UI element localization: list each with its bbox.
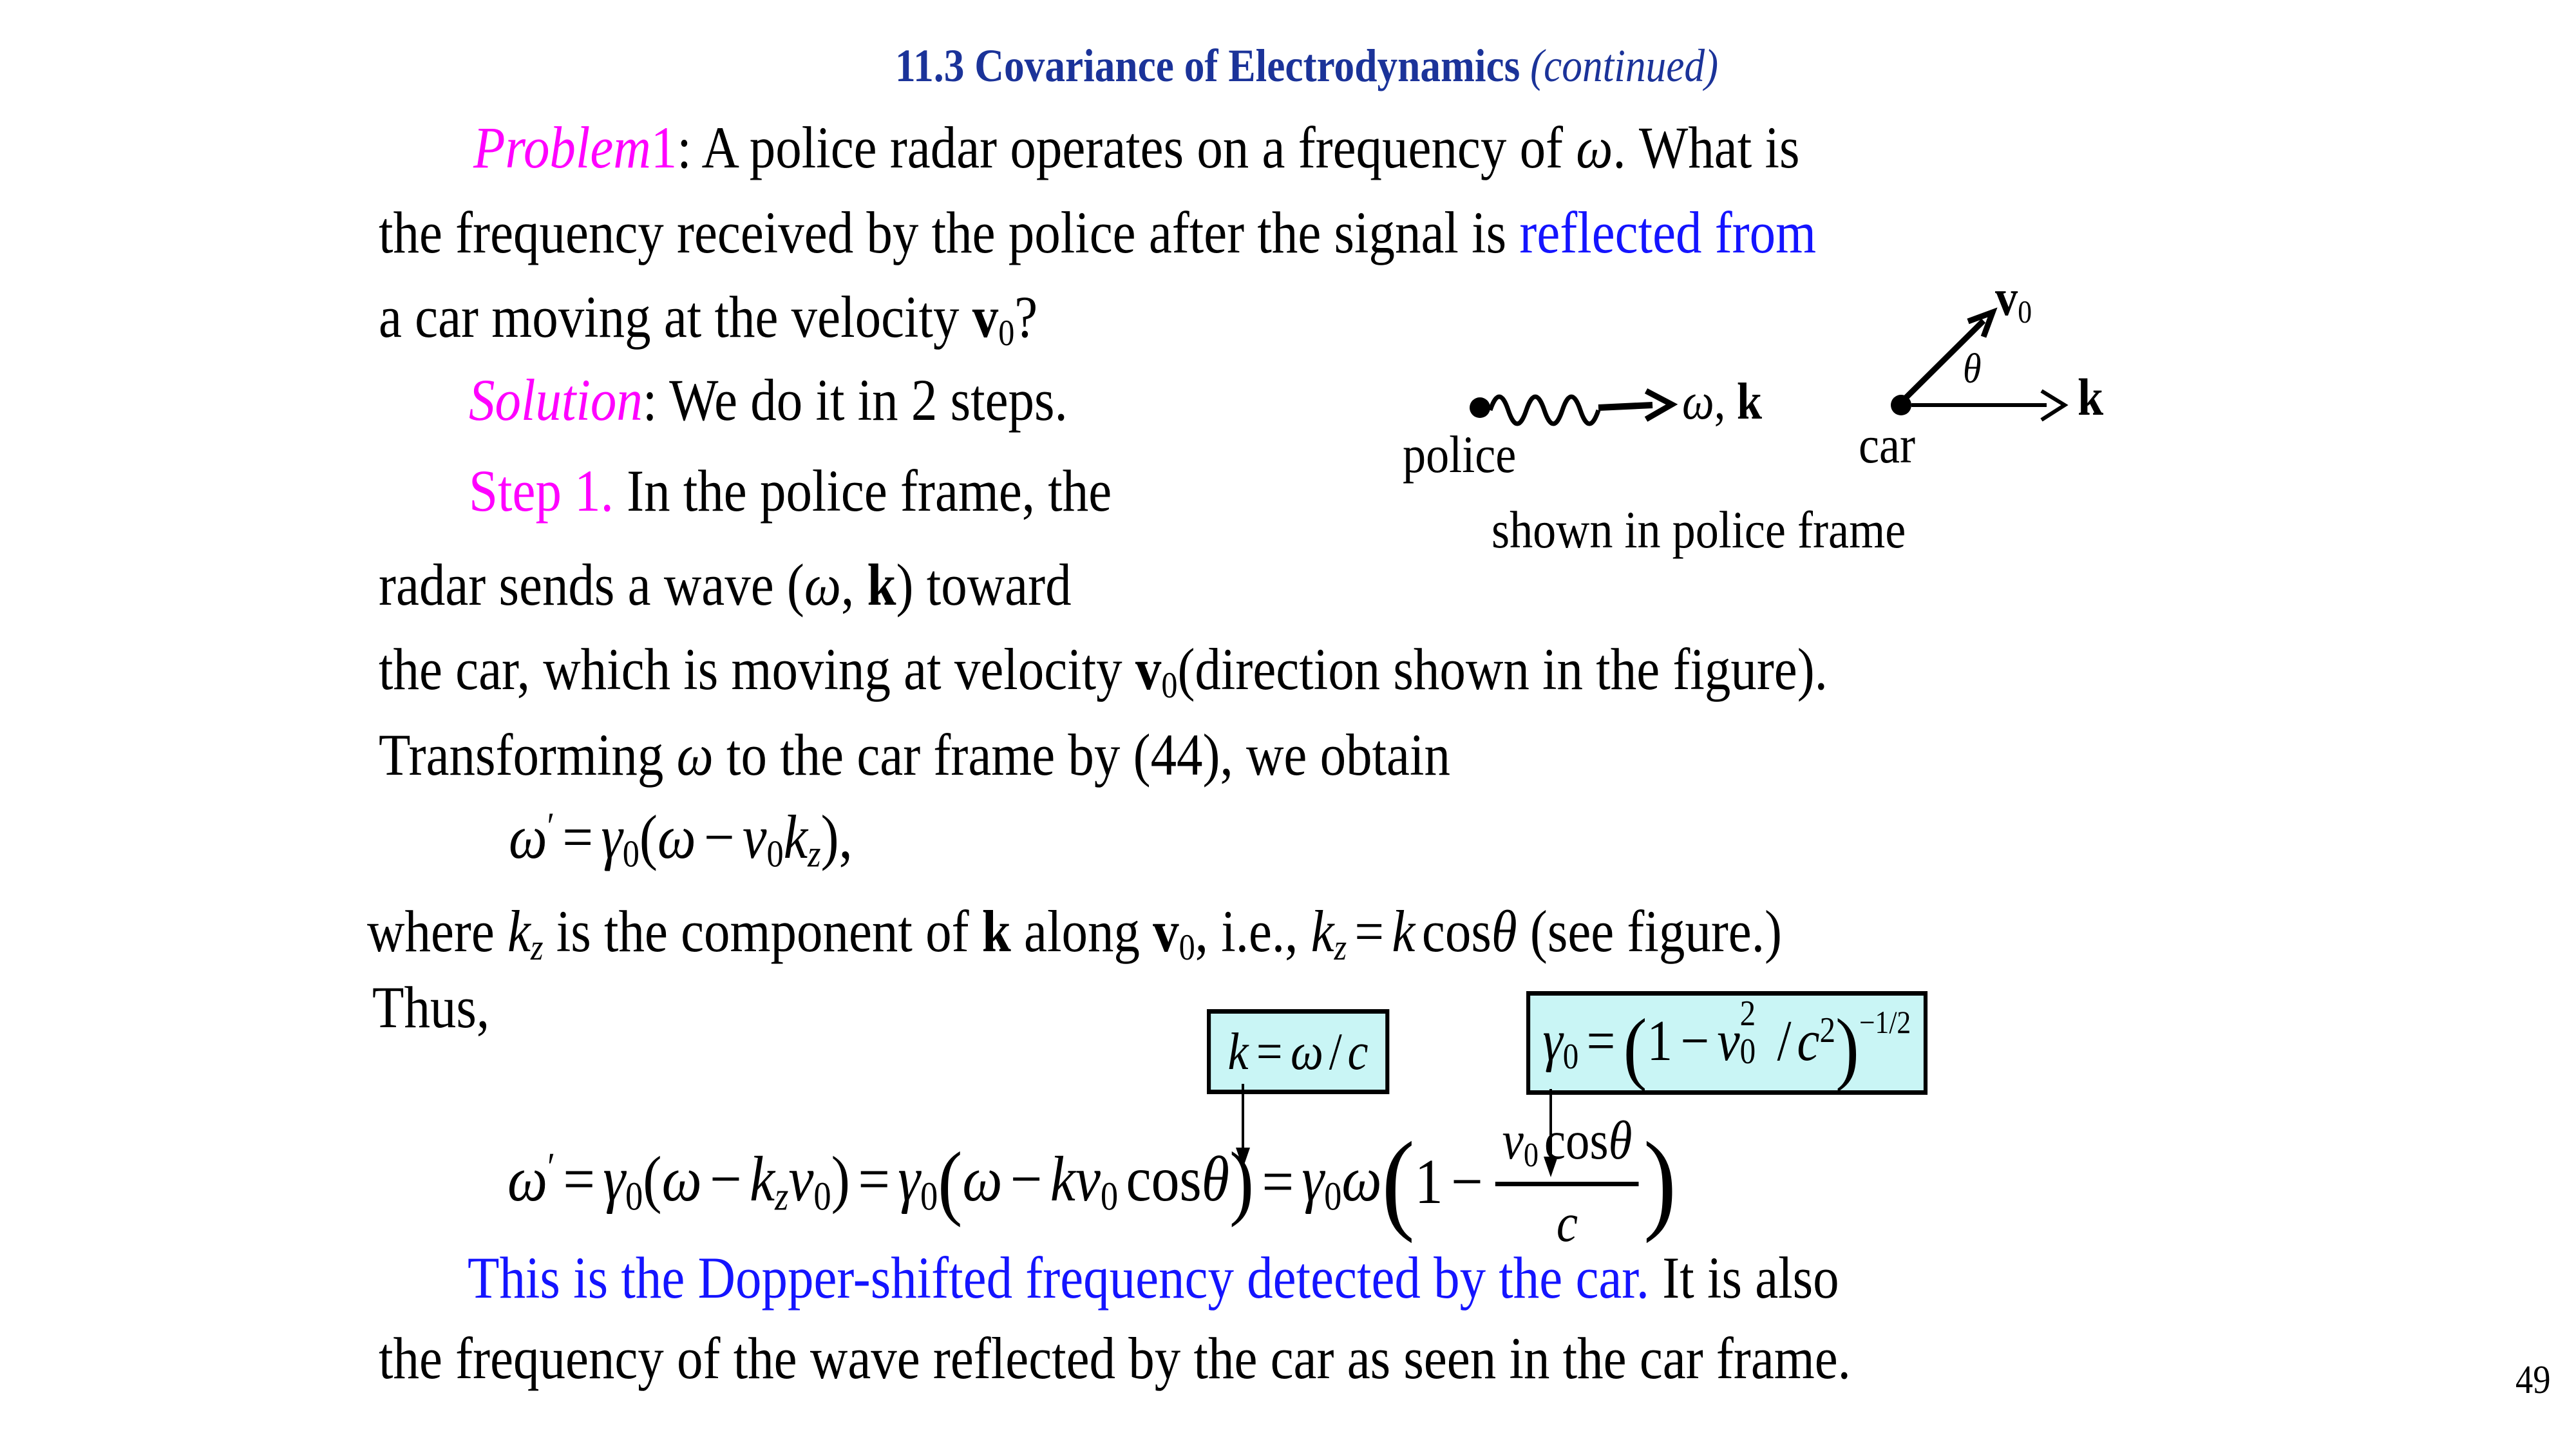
- problem-text-a: : A police radar operates on a frequency of: [677, 115, 1577, 180]
- eq1-lparen: (: [639, 802, 658, 871]
- boxg-v-sup: 2: [1739, 993, 1756, 1034]
- solution-label: Solution: [469, 367, 643, 433]
- k-vector: k: [867, 552, 896, 618]
- boxg-v: v: [1717, 1009, 1740, 1074]
- thus-text: Thus,: [372, 974, 490, 1040]
- highlight-reflected-from: reflected from: [1519, 200, 1817, 265]
- eq2-minus3: −: [1451, 1146, 1483, 1217]
- line-problem-1: [473, 115, 1800, 180]
- v0-label-sub: 0: [2018, 294, 2032, 330]
- eq2-k2: k: [1050, 1142, 1075, 1215]
- boxg-minus: −: [1680, 1009, 1710, 1074]
- eq2-gamma3: γ: [1302, 1142, 1325, 1215]
- eq2-rparen-mid: ): [1229, 1135, 1255, 1228]
- eq1-v: v: [742, 802, 767, 871]
- boxg-rparen: ): [1835, 1003, 1859, 1093]
- eq2-gamma1: γ: [603, 1142, 626, 1215]
- problem-text-b: . What is: [1613, 115, 1800, 180]
- eq2-frac-numerator: [1495, 1109, 1639, 1186]
- boxg-c-sup: 2: [1819, 1010, 1836, 1051]
- eq2-v2: v: [1075, 1142, 1101, 1215]
- k-label: [2078, 368, 2104, 426]
- kz-symbol: k: [507, 898, 531, 964]
- eq2-gamma2: γ: [898, 1142, 920, 1215]
- equation-2: [507, 1110, 1677, 1253]
- boxg-gamma: γ: [1542, 1009, 1563, 1074]
- eq1-k-sub: z: [808, 832, 821, 875]
- eq2-omega4: ω: [1341, 1142, 1382, 1215]
- boxg-lparen: (: [1623, 1003, 1647, 1093]
- step1-text-a: In the police frame, the: [613, 458, 1112, 524]
- page-number-value: 49: [2515, 1358, 2551, 1402]
- eq1-v-sub: 0: [766, 832, 784, 875]
- question-mark: ?: [1014, 284, 1038, 350]
- boxg-slash: /: [1777, 1009, 1792, 1074]
- police-dot: [1470, 397, 1490, 418]
- radar-wave-squiggle: [1490, 397, 1598, 424]
- eq2-lparen-big: (: [1381, 1119, 1415, 1244]
- boxg-exponent: −1/2: [1859, 1005, 1911, 1040]
- step1-text-g: Transforming: [379, 722, 677, 788]
- boxk-c: c: [1347, 1022, 1368, 1081]
- eq2-rparen-big: ): [1643, 1119, 1677, 1244]
- omega-symbol: ω: [676, 722, 714, 788]
- omega-symbol: ω: [1576, 115, 1613, 180]
- conclusion-black: It is also: [1649, 1245, 1839, 1311]
- page-title: [895, 40, 1719, 91]
- line-thus: [372, 974, 490, 1040]
- eq2-lparen-mid: (: [938, 1135, 963, 1228]
- solution-text: : We do it in 2 steps.: [642, 367, 1068, 433]
- boxg-v-scripts: [1739, 993, 1772, 1072]
- eq1-minus: −: [703, 802, 735, 871]
- where-d: , i.e.,: [1195, 898, 1311, 964]
- eq2-part-1: [507, 1142, 938, 1219]
- problem-label: Problem: [473, 115, 651, 180]
- wave-label-omega: ω: [1682, 374, 1714, 430]
- conclusion-blue: This is the Dopper-shifted frequency detected by the car.: [468, 1245, 1650, 1311]
- line-where: [367, 898, 1782, 969]
- title-main: 11.3 Covariance of Electrodynamics: [895, 40, 1531, 91]
- page-number: [2515, 1360, 2551, 1400]
- kz-sub-2: z: [1334, 927, 1347, 969]
- boxg-gamma-sub: 0: [1562, 1036, 1579, 1077]
- car-label: [1859, 415, 1916, 474]
- eq1-gamma-sub: 0: [622, 832, 639, 875]
- problem-text-c: the frequency received by the police after the signal is: [379, 200, 1520, 265]
- police-label-text: police: [1403, 425, 1517, 484]
- line-step1-1: [469, 458, 1112, 524]
- wave-label-k: k: [1736, 374, 1763, 430]
- v-vector: v: [1135, 636, 1162, 702]
- eq2-s1: 0: [625, 1175, 643, 1219]
- eq2-fraction: [1495, 1109, 1639, 1254]
- figure-caption-text: shown in police frame: [1492, 500, 1906, 559]
- eq2-omega1: ω: [507, 1142, 548, 1215]
- where-c: along: [1010, 898, 1153, 964]
- v-subscript: 0: [1179, 927, 1195, 969]
- boxg-equals: =: [1586, 1009, 1616, 1074]
- where-a: where: [367, 898, 508, 964]
- boxg-v-sub: 0: [1739, 1031, 1756, 1072]
- eq2-s2: 0: [813, 1175, 831, 1219]
- eq2-num-theta: θ: [1608, 1110, 1633, 1171]
- where-e: (see figure.): [1517, 898, 1782, 964]
- step1-text-f: (direction shown in the figure).: [1177, 636, 1828, 702]
- line-step1-2: [379, 552, 1072, 618]
- v-subscript: 0: [998, 313, 1015, 354]
- eq1-rparen: ),: [820, 802, 853, 871]
- k-label-text: k: [2078, 368, 2104, 426]
- eq2-s4: 0: [1100, 1175, 1119, 1219]
- eq1-omega: ω: [509, 802, 547, 871]
- eq2-prime: ′: [547, 1145, 556, 1189]
- title-continued: (continued): [1530, 40, 1719, 91]
- figure-caption: [1492, 500, 1906, 559]
- line-step1-3: [379, 636, 1828, 706]
- kz-symbol-2: k: [1311, 898, 1334, 964]
- eq2-num-cos: cos: [1544, 1110, 1609, 1171]
- wave-label: [1682, 376, 1762, 428]
- eq2-omega3: ω: [962, 1142, 1003, 1215]
- eq1-equals: =: [562, 802, 594, 871]
- omega-symbol: ω: [804, 552, 842, 618]
- line-problem-3: [379, 284, 1038, 354]
- eq2-omega2: ω: [661, 1142, 702, 1215]
- eq1-prime: ′: [547, 804, 555, 848]
- eq2-rp1: ): [831, 1142, 851, 1215]
- car-label-text: car: [1859, 415, 1916, 474]
- where-b: is the component of: [543, 898, 982, 964]
- eq1-gamma: γ: [601, 802, 623, 871]
- problem-number: 1: [650, 115, 677, 180]
- boxg-c: c: [1797, 1009, 1820, 1074]
- boxg-one: 1: [1647, 1009, 1673, 1074]
- eq2-num-s: 0: [1523, 1137, 1539, 1175]
- eq2-minus1: −: [710, 1142, 742, 1215]
- radar-wave-arrow-shaft: [1598, 405, 1653, 408]
- eq2-k1: k: [750, 1142, 775, 1215]
- eq2-sz: z: [775, 1175, 789, 1219]
- step1-text-b: radar sends a wave (: [379, 552, 804, 618]
- theta-label: [1963, 345, 1982, 392]
- eq2-cos: cos: [1126, 1142, 1202, 1215]
- theta-label-text: θ: [1963, 345, 1982, 392]
- boxk-k: k: [1227, 1022, 1249, 1081]
- eq1-k: k: [783, 802, 808, 871]
- k-symbol: k: [1392, 898, 1416, 964]
- v0-label: [1995, 272, 2032, 328]
- eq1-omega2: ω: [658, 802, 696, 871]
- v-subscript: 0: [1161, 665, 1178, 706]
- boxk-slash: /: [1329, 1022, 1342, 1081]
- equation-1: [509, 802, 853, 875]
- eq2-num-v: v: [1502, 1110, 1524, 1171]
- step1-text-c: ,: [841, 552, 867, 618]
- eq2-eq2: =: [858, 1142, 890, 1215]
- eq2-s5: 0: [1324, 1175, 1342, 1219]
- boxk-omega: ω: [1290, 1022, 1323, 1081]
- step1-text-d: ) toward: [896, 552, 1072, 618]
- step1-text-e: the car, which is moving at velocity: [379, 636, 1135, 702]
- v0-label-v: v: [1995, 270, 2018, 327]
- where-equals: =: [1354, 898, 1385, 964]
- eq2-frac-denominator: c: [1556, 1192, 1578, 1253]
- eq2-v1: v: [788, 1142, 814, 1215]
- eq2-lp1: (: [643, 1142, 662, 1215]
- line-conclusion-1: [468, 1245, 1839, 1311]
- eq2-eq3: =: [1262, 1146, 1294, 1217]
- problem-text-d: a car moving at the velocity: [379, 284, 972, 350]
- line-step1-4: [379, 722, 1450, 788]
- eq2-theta: θ: [1201, 1142, 1230, 1215]
- eq2-part-3: [1302, 1142, 1382, 1219]
- k-vector: k: [981, 898, 1011, 964]
- cos-text: cos: [1421, 898, 1492, 964]
- eq2-minus2: −: [1010, 1142, 1043, 1215]
- eq2-part-4: [1414, 1146, 1491, 1217]
- step1-text-h: to the car frame by (44), we obtain: [713, 722, 1450, 788]
- line-conclusion-2: [379, 1325, 1851, 1391]
- eq2-one: 1: [1414, 1146, 1443, 1217]
- eq2-eq1: =: [563, 1142, 596, 1215]
- v-vector: v: [972, 284, 999, 350]
- kz-sub: z: [530, 927, 544, 969]
- conclusion-text-2: the frequency of the wave reflected by the car as seen in the car frame.: [379, 1325, 1851, 1391]
- police-label: [1403, 425, 1517, 484]
- wave-label-comma: ,: [1714, 374, 1737, 430]
- line-solution: [469, 367, 1068, 433]
- boxk-equals: =: [1256, 1022, 1283, 1081]
- theta-symbol: θ: [1491, 898, 1517, 964]
- eq2-s3: 0: [920, 1175, 938, 1219]
- step1-label: Step 1.: [469, 458, 614, 524]
- eq2-part-2: [962, 1142, 1230, 1219]
- v-vector: v: [1153, 898, 1179, 964]
